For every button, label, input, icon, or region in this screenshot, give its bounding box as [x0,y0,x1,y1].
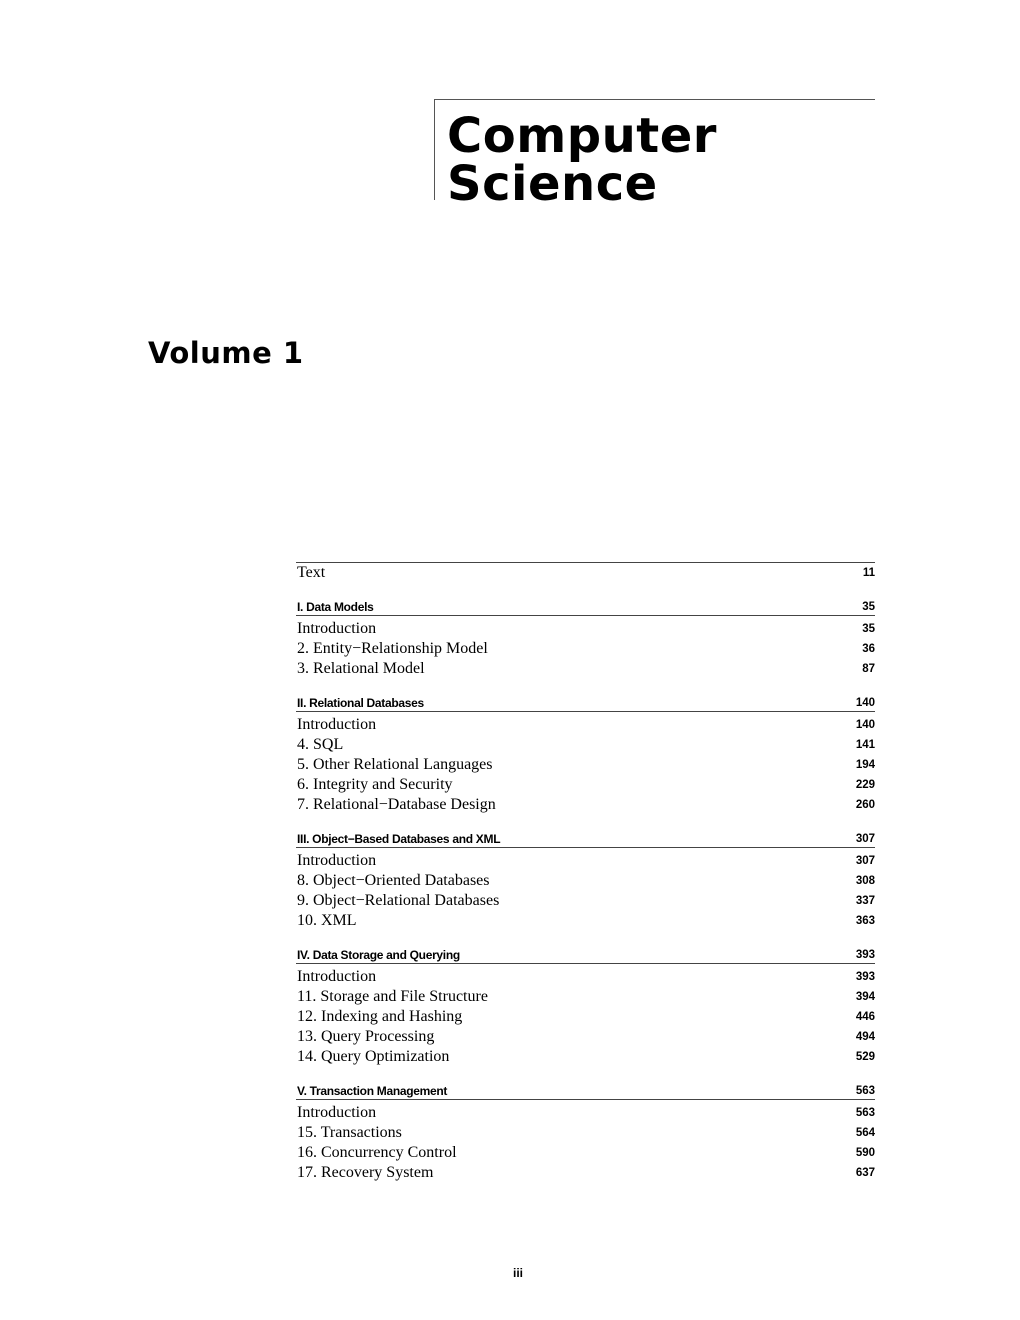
toc-entry-label: 15. Transactions [297,1124,402,1141]
toc-entry-label: Introduction [297,1104,377,1121]
toc-entry-page: 260 [855,799,875,811]
toc-spacer [296,931,875,945]
toc-entry-label: 6. Integrity and Security [297,776,453,793]
toc-entry[interactable] [296,1123,875,1143]
table-of-contents [296,562,875,1183]
toc-entry-page: 637 [855,1167,875,1179]
toc-entry[interactable] [296,1027,875,1047]
toc-entry[interactable] [296,1007,875,1027]
toc-entry-label: 16. Concurrency Control [297,1144,457,1161]
page-number: iii [512,1266,523,1280]
toc-entry[interactable] [296,659,875,679]
toc-part-page: 393 [855,949,875,961]
toc-entry[interactable] [296,639,875,659]
toc-entry[interactable] [296,871,875,891]
toc-entry[interactable] [296,735,875,755]
toc-entry-label: Text [297,564,326,581]
toc-spacer [296,583,875,597]
toc-part-heading[interactable] [296,597,875,616]
toc-entry-page: 394 [855,991,875,1003]
toc-entry-page: 563 [855,1107,875,1119]
toc-entry-label: 8. Object−Oriented Databases [297,872,490,889]
toc-part-heading[interactable] [296,829,875,848]
toc-entry-page: 590 [855,1147,875,1159]
toc-entry-page: 141 [855,739,875,751]
toc-entry[interactable] [296,1103,875,1123]
toc-entry-page: 564 [855,1127,875,1139]
toc-entry[interactable] [296,715,875,735]
volume-heading: Volume 1 [148,336,304,370]
toc-entry-page: 446 [855,1011,875,1023]
toc-entry-page: 35 [862,623,875,635]
toc-entry-label: 12. Indexing and Hashing [297,1008,463,1025]
toc-entry-page: 363 [855,915,875,927]
toc-entry-label: 7. Relational−Database Design [297,796,496,813]
toc-entry[interactable] [296,795,875,815]
toc-entry-page: 36 [862,643,875,655]
toc-entry-label: 17. Recovery System [297,1164,434,1181]
toc-spacer [296,679,875,693]
toc-entry-label: 13. Query Processing [297,1028,435,1045]
toc-part-label: IV. Data Storage and Querying [297,948,460,962]
toc-entry[interactable] [296,851,875,871]
toc-entry-label: 2. Entity−Relationship Model [297,640,488,657]
toc-entry-label: 9. Object−Relational Databases [297,892,500,909]
toc-part-page: 563 [855,1085,875,1097]
toc-spacer [296,815,875,829]
toc-entry-page: 529 [855,1051,875,1063]
toc-lead-entry[interactable] [296,563,875,583]
toc-entry-page: 307 [855,855,875,867]
book-title-block [434,99,875,212]
toc-entry-page: 140 [855,719,875,731]
toc-part-heading[interactable] [296,1081,875,1100]
toc-entry[interactable] [296,775,875,795]
toc-entry-page: 194 [855,759,875,771]
toc-entry[interactable] [296,891,875,911]
toc-entry-label: 14. Query Optimization [297,1048,450,1065]
toc-part-page: 140 [855,697,875,709]
toc-entry-label: 11. Storage and File Structure [297,988,488,1005]
toc-part-page: 35 [862,601,875,613]
toc-entry[interactable] [296,1163,875,1183]
toc-entry-page: 87 [862,663,875,675]
toc-entry-label: 5. Other Relational Languages [297,756,493,773]
toc-entry-page: 393 [855,971,875,983]
toc-entry[interactable] [296,1047,875,1067]
toc-part-page: 307 [855,833,875,845]
toc-entry-label: Introduction [297,620,377,637]
toc-entry-page: 229 [855,779,875,791]
toc-entry-label: Introduction [297,852,377,869]
toc-part-label: II. Relational Databases [297,696,424,710]
toc-part-heading[interactable] [296,693,875,712]
toc-part-heading[interactable] [296,945,875,964]
toc-entry-page: 337 [855,895,875,907]
toc-entry-label: 3. Relational Model [297,660,425,677]
toc-entry[interactable] [296,1143,875,1163]
toc-entry-label: 4. SQL [297,736,344,753]
toc-entry[interactable] [296,911,875,931]
book-title-line-1: Computer [447,108,717,164]
book-title-line-2: Science [447,156,658,212]
toc-entry[interactable] [296,987,875,1007]
toc-part-label: V. Transaction Management [297,1084,448,1098]
toc-entry-page: 11 [862,567,875,579]
toc-part-label: I. Data Models [297,600,374,614]
toc-entry[interactable] [296,755,875,775]
toc-entry-label: Introduction [297,716,377,733]
toc-entry-page: 494 [855,1031,875,1043]
toc-entry-label: 10. XML [297,912,357,929]
toc-entry[interactable] [296,619,875,639]
toc-part-label: III. Object−Based Databases and XML [297,832,501,846]
toc-entry-label: Introduction [297,968,377,985]
toc-entry-page: 308 [855,875,875,887]
toc-spacer [296,1067,875,1081]
toc-entry[interactable] [296,967,875,987]
